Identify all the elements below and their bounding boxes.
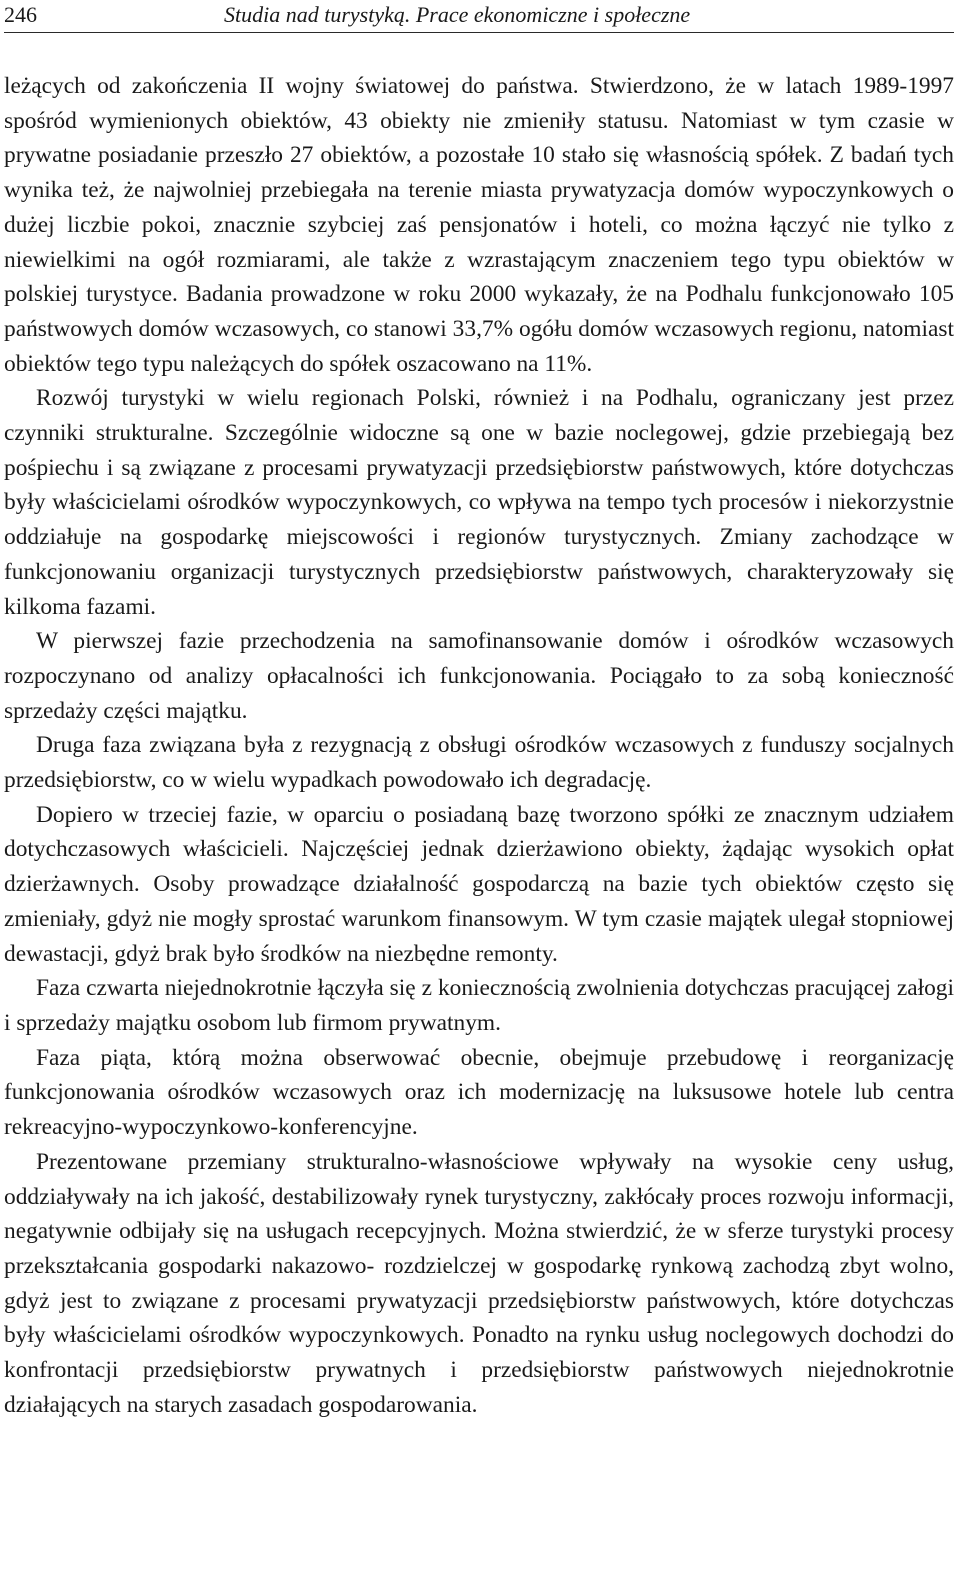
body-text xyxy=(4,69,954,1422)
paragraph: Faza piąta, którą można obserwować obecnie, obejmuje przebudowę i reorganizację funkcjonowania ośrodków wczasowych oraz ich modernizację na luksusowe hotele lub centra rekreacyjno-wypoczynkowo-konferencyjne. xyxy=(4,1044,954,1141)
paragraph: Dopiero w trzeciej fazie, w oparciu o posiadaną bazę tworzono spółki ze znacznym udziałem dotychczasowych właścicieli. Najczęściej jednak dzierżawiono obiekty, żądając wysokich opłat dzierżawnych. Osoby prowadzące działalność gospodarczą na bazie tych obiektów często się zmieniały, gdyż nie mogły sprostać warunkom finansowym. W tym czasie majątek ulegał stopniowej dewastacji, gdyż brak było środków na niezbędne remonty. xyxy=(4,801,954,967)
paragraph: Prezentowane przemiany strukturalno-własnościowe wpływały na wysokie ceny usług, oddziaływały na ich jakość, destabilizowały rynek turystyczny, zakłócały proces rozwoju informacji, negatywnie odbijały się na usługach recepcyjnych. Można stwierdzić, że w sferze turystyki procesy przekształcania gospodarki nakazowo- rozdzielczej w gospodarkę rynkową zachodzą zbyt wolno, gdyż jest to związane z procesami prywatyzacji przedsiębiorstw państwowych, które dotychczas były właścicielami ośrodków wypoczynkowych. Ponadto na rynku usług noclegowych dochodzi do konfrontacji przedsiębiorstw prywatnych i przedsiębiorstw państwowych niejednokrotnie działających na starych zasadach gospodarowania. xyxy=(4,1148,954,1418)
paragraph: Rozwój turystyki w wielu regionach Polski, również i na Podhalu, ograniczany jest przez czynniki strukturalne. Szczególnie widoczne są one w bazie noclegowej, gdzie przebiegają bez pośpiechu i są związane z procesami prywatyzacji przedsiębiorstw państwowych, które dotychczas były właścicielami ośrodków wypoczynkowych, co wpływa na tempo tych procesów i niekorzystnie oddziałuje na gospodarkę miejscowości i regionów turystycznych. Zmiany zachodzące w funkcjonowaniu organizacji turystycznych przedsiębiorstw państwowych, charakteryzowały się kilkoma fazami. xyxy=(4,385,954,620)
paragraph: Druga faza związana była z rezygnacją z obsługi ośrodków wczasowych z funduszy socjalnych przedsiębiorstw, co w wielu wypadkach powodowało ich degradację. xyxy=(4,732,954,794)
journal-title: Studia nad turystyką. Prace ekonomiczne i społeczne xyxy=(224,2,691,27)
page-number: 246 xyxy=(4,2,37,27)
running-header xyxy=(4,0,954,33)
paragraph: Faza czwarta niejednokrotnie łączyła się z koniecznością zwolnienia dotychczas pracującej załogi i sprzedaży majątku osobom lub firmom prywatnym. xyxy=(4,975,954,1036)
paragraph-continued: leżących od zakończenia II wojny światowej do państwa. Stwierdzono, że w latach 1989-1997 spośród wymienionych obiektów, 43 obiekty nie zmieniły statusu. Natomiast w tym czasie w prywatne posiadanie przeszło 27 obiektów, a pozostałe 10 stało się własnością spółek. Z badań tych wynika też, że najwolniej przebiegała na terenie miasta prywatyzacja domów wypoczynkowych o dużej liczbie pokoi, znacznie szybciej zaś pensjonatów i hoteli, co można łączyć nie tylko z niewielkimi na ogół rozmiarami, ale także z wzrastającym znaczeniem tego typu obiektów w polskiej turystyce. Badania prowadzone w roku 2000 wykazały, że na Podhalu funkcjonowało 105 państwowych domów wczasowych, co stanowi 33,7% ogółu domów wczasowych regionu, natomiast obiektów tego typu należących do spółek oszacowano na 11%. xyxy=(4,73,954,377)
paragraph: W pierwszej fazie przechodzenia na samofinansowanie domów i ośrodków wczasowych rozpoczynano od analizy opłacalności ich funkcjonowania. Pociągało to za sobą konieczność sprzedaży części majątku. xyxy=(4,628,954,724)
